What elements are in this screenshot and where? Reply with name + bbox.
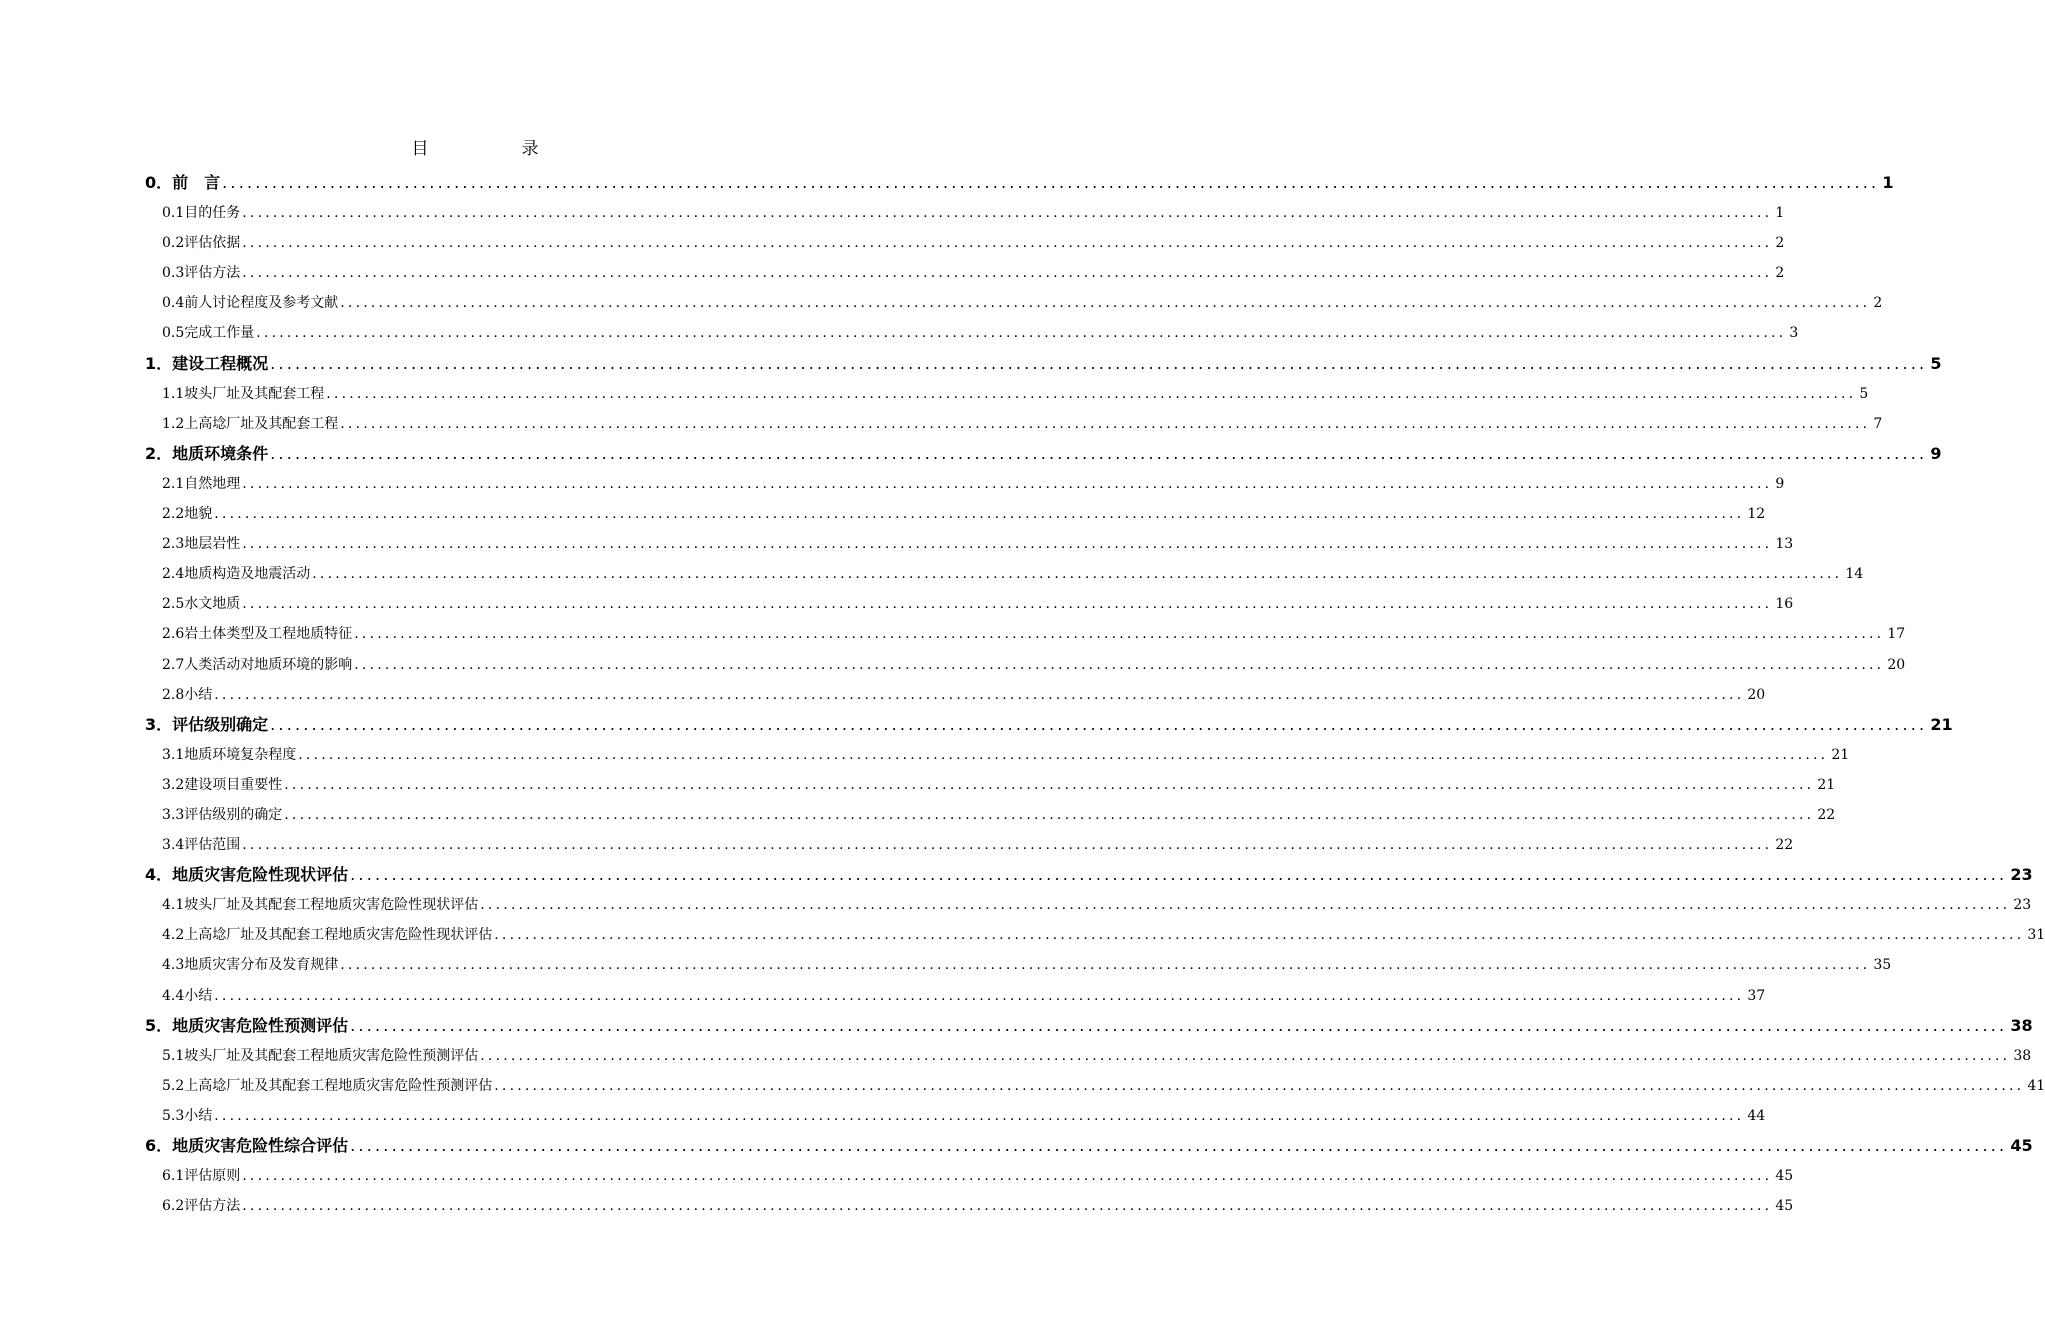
toc-leader-dots: ........................................................................................................................................................................................................ — [270, 443, 1928, 463]
toc-title: 目 录 — [411, 139, 577, 159]
toc-entry-label: 5．地质灾害危险性预测评估 — [145, 1015, 349, 1035]
toc-leader-dots: ........................................................................................................................................................................................................ — [354, 626, 1885, 643]
toc-page-number: 35 — [1873, 957, 1892, 974]
toc-entry-label: 4.2上高埝厂址及其配套工程地质灾害危险性现状评估 — [162, 927, 493, 944]
toc-page-number: 38 — [2010, 1015, 2033, 1035]
toc-page-number: 3 — [1789, 325, 1799, 342]
toc-page-number: 5 — [1930, 353, 1942, 373]
toc-entry-label: 3.2建设项目重要性 — [162, 776, 283, 793]
toc-leader-dots: ........................................................................................................................................................................................................ — [214, 1107, 1745, 1124]
toc-chapter-entry[interactable] — [145, 168, 1894, 198]
toc-leader-dots: ........................................................................................................................................................................................................ — [340, 957, 1871, 974]
toc-leader-dots: ........................................................................................................................................................................................................ — [340, 415, 1871, 432]
toc-entry-label: 2.3地层岩性 — [162, 536, 241, 553]
toc-page-number: 2 — [1775, 235, 1785, 252]
toc-leader-dots: ........................................................................................................................................................................................................ — [326, 385, 1857, 402]
toc-section-entry[interactable] — [145, 529, 1794, 559]
toc-entry-label: 3.4评估范围 — [162, 837, 241, 854]
toc-chapter-entry[interactable] — [145, 439, 1942, 469]
toc-page-number: 38 — [2013, 1047, 2032, 1064]
toc-page-number: 20 — [1887, 656, 1906, 673]
toc-page-number: 9 — [1930, 443, 1942, 463]
toc-chapter-entry[interactable] — [145, 349, 1942, 379]
toc-section-entry[interactable] — [145, 680, 1766, 710]
toc-section-entry[interactable] — [145, 619, 1906, 649]
toc-leader-dots: ........................................................................................................................................................................................................ — [214, 506, 1745, 523]
toc-page-number: 20 — [1747, 686, 1766, 703]
toc-section-entry[interactable] — [145, 1101, 1766, 1131]
toc-section-entry[interactable] — [145, 770, 1836, 800]
toc-entry-label: 2.5水文地质 — [162, 596, 241, 613]
toc-entry-label: 6.1评估原则 — [162, 1168, 241, 1185]
toc-leader-dots: ........................................................................................................................................................................................................ — [354, 656, 1885, 673]
toc-entry-label: 4.1坡头厂址及其配套工程地质灾害危险性现状评估 — [162, 897, 479, 914]
toc-entry-label: 2．地质环境条件 — [145, 443, 269, 463]
toc-chapter-entry[interactable] — [145, 1131, 2033, 1161]
toc-leader-dots: ........................................................................................................................................................................................................ — [312, 566, 1843, 583]
toc-leader-dots: ........................................................................................................................................................................................................ — [242, 596, 1773, 613]
toc-entry-label: 0.5完成工作量 — [162, 325, 255, 342]
toc-entry-label: 4．地质灾害危险性现状评估 — [145, 865, 349, 885]
toc-chapter-entry[interactable] — [145, 1011, 2033, 1041]
toc-leader-dots: ........................................................................................................................................................................................................ — [350, 1015, 2008, 1035]
toc-page-number: 21 — [1831, 746, 1850, 763]
toc-section-entry[interactable] — [145, 1191, 1794, 1221]
toc-entry-label: 6．地质灾害危险性综合评估 — [145, 1136, 349, 1155]
toc-leader-dots: ........................................................................................................................................................................................................ — [494, 927, 2025, 944]
toc-entry-label: 3．评估级别确定 — [145, 714, 269, 734]
toc-entry-label: 3.3评估级别的确定 — [162, 806, 283, 823]
toc-page-number: 1 — [1882, 173, 1894, 192]
toc-page-number: 44 — [1747, 1107, 1766, 1124]
toc-page-number: 22 — [1775, 837, 1794, 854]
toc-section-entry[interactable] — [145, 379, 1869, 409]
toc-section-entry[interactable] — [145, 198, 1785, 228]
toc-section-entry[interactable] — [145, 920, 2045, 950]
toc-leader-dots: ........................................................................................................................................................................................................ — [284, 776, 1815, 793]
toc-page-number: 45 — [1775, 1168, 1794, 1185]
toc-leader-dots: ........................................................................................................................................................................................................ — [214, 987, 1745, 1004]
toc-page-number: 22 — [1817, 806, 1836, 823]
toc-section-entry[interactable] — [145, 589, 1794, 619]
toc-leader-dots: ........................................................................................................................................................................................................ — [242, 205, 1773, 222]
toc-section-entry[interactable] — [145, 469, 1785, 499]
toc-page-number: 2 — [1775, 265, 1785, 282]
toc-page-number: 45 — [1775, 1198, 1794, 1215]
toc-page-number: 23 — [2010, 865, 2033, 885]
toc-entry-label: 1.1坡头厂址及其配套工程 — [162, 385, 325, 402]
toc-entry-label: 2.4地质构造及地震活动 — [162, 566, 311, 583]
toc-section-entry[interactable] — [145, 950, 1892, 980]
toc-page-number: 9 — [1775, 475, 1785, 492]
toc-section-entry[interactable] — [145, 559, 1864, 589]
toc-leader-dots: ........................................................................................................................................................................................................ — [480, 1047, 2011, 1064]
toc-entry-label: 2.7人类活动对地质环境的影响 — [162, 656, 353, 673]
toc-section-entry[interactable] — [145, 318, 1799, 348]
toc-section-entry[interactable] — [145, 650, 1906, 680]
toc-section-entry[interactable] — [145, 258, 1785, 288]
toc-section-entry[interactable] — [145, 288, 1883, 318]
toc-section-entry[interactable] — [145, 890, 2032, 920]
toc-leader-dots: ........................................................................................................................................................................................................ — [350, 865, 2008, 885]
toc-leader-dots: ........................................................................................................................................................................................................ — [480, 897, 2011, 914]
toc-leader-dots: ........................................................................................................................................................................................................ — [242, 235, 1773, 252]
toc-leader-dots: ........................................................................................................................................................................................................ — [242, 1168, 1773, 1185]
toc-page-number: 37 — [1747, 987, 1766, 1004]
toc-section-entry[interactable] — [145, 1161, 1794, 1191]
toc-page-number: 41 — [2027, 1077, 2045, 1094]
toc-leader-dots: ........................................................................................................................................................................................................ — [242, 837, 1773, 854]
toc-entry-label: 2.2地貌 — [162, 506, 213, 523]
toc-page-number: 12 — [1747, 506, 1766, 523]
toc-section-entry[interactable] — [145, 800, 1836, 830]
toc-section-entry[interactable] — [145, 1041, 2032, 1071]
toc-entry-label: 5.1坡头厂址及其配套工程地质灾害危险性预测评估 — [162, 1047, 479, 1064]
toc-chapter-entry[interactable] — [145, 860, 2033, 890]
toc-page-number: 13 — [1775, 536, 1794, 553]
toc-section-entry[interactable] — [145, 740, 1850, 770]
toc-entry-label: 2.8小结 — [162, 686, 213, 703]
toc-entry-label: 5.3小结 — [162, 1107, 213, 1124]
toc-page-number: 2 — [1873, 295, 1883, 312]
toc-leader-dots: ........................................................................................................................................................................................................ — [214, 686, 1745, 703]
toc-leader-dots: ........................................................................................................................................................................................................ — [270, 714, 1928, 734]
toc-entry-label: 5.2上高埝厂址及其配套工程地质灾害危险性预测评估 — [162, 1077, 493, 1094]
toc-leader-dots: ........................................................................................................................................................................................................ — [256, 325, 1787, 342]
toc-section-entry[interactable] — [145, 981, 1766, 1011]
toc-page-number: 14 — [1845, 566, 1864, 583]
toc-page-number: 31 — [2027, 927, 2045, 944]
toc-leader-dots: ........................................................................................................................................................................................................ — [494, 1077, 2025, 1094]
toc-section-entry[interactable] — [145, 409, 1883, 439]
toc-page-number: 5 — [1859, 385, 1869, 402]
toc-section-entry[interactable] — [145, 228, 1785, 258]
toc-leader-dots: ........................................................................................................................................................................................................ — [350, 1136, 2008, 1155]
toc-leader-dots: ........................................................................................................................................................................................................ — [222, 173, 1880, 192]
toc-entry-label: 0.1目的任务 — [162, 205, 241, 222]
toc-leader-dots: ........................................................................................................................................................................................................ — [340, 295, 1871, 312]
toc-entry-label: 3.1地质环境复杂程度 — [162, 746, 297, 763]
toc-leader-dots: ........................................................................................................................................................................................................ — [284, 806, 1815, 823]
toc-entry-label: 0.3评估方法 — [162, 265, 241, 282]
toc-page-number: 21 — [1930, 714, 1953, 734]
toc-entry-label: 1．建设工程概况 — [145, 353, 269, 373]
toc-page-number: 16 — [1775, 596, 1794, 613]
toc-leader-dots: ........................................................................................................................................................................................................ — [242, 265, 1773, 282]
toc-leader-dots: ........................................................................................................................................................................................................ — [242, 536, 1773, 553]
toc-entry-label: 0.4前人讨论程度及参考文献 — [162, 295, 339, 312]
toc-entry-label: 0.2评估依据 — [162, 235, 241, 252]
toc-entry-label: 6.2评估方法 — [162, 1198, 241, 1215]
toc-page-number: 23 — [2013, 897, 2032, 914]
toc-leader-dots: ........................................................................................................................................................................................................ — [298, 746, 1829, 763]
toc-page-number: 45 — [2010, 1136, 2033, 1155]
toc-section-entry[interactable] — [145, 499, 1766, 529]
toc-leader-dots: ........................................................................................................................................................................................................ — [270, 353, 1928, 373]
toc-entry-label: 2.6岩土体类型及工程地质特征 — [162, 626, 353, 643]
toc-entry-label: 4.4小结 — [162, 987, 213, 1004]
toc-page-number: 1 — [1775, 205, 1785, 222]
toc-page-number: 17 — [1887, 626, 1906, 643]
toc-entry-label: 2.1自然地理 — [162, 475, 241, 492]
table-of-contents — [145, 168, 2045, 1221]
toc-section-entry[interactable] — [145, 1071, 2045, 1101]
toc-entry-label: 4.3地质灾害分布及发育规律 — [162, 957, 339, 974]
toc-leader-dots: ........................................................................................................................................................................................................ — [242, 475, 1773, 492]
toc-leader-dots: ........................................................................................................................................................................................................ — [242, 1198, 1773, 1215]
toc-entry-label: 0．前 言 — [145, 173, 221, 192]
toc-page-number: 21 — [1817, 776, 1836, 793]
toc-section-entry[interactable] — [145, 830, 1794, 860]
toc-entry-label: 1.2上高埝厂址及其配套工程 — [162, 415, 339, 432]
toc-chapter-entry[interactable] — [145, 710, 1953, 740]
toc-page-number: 7 — [1873, 415, 1883, 432]
